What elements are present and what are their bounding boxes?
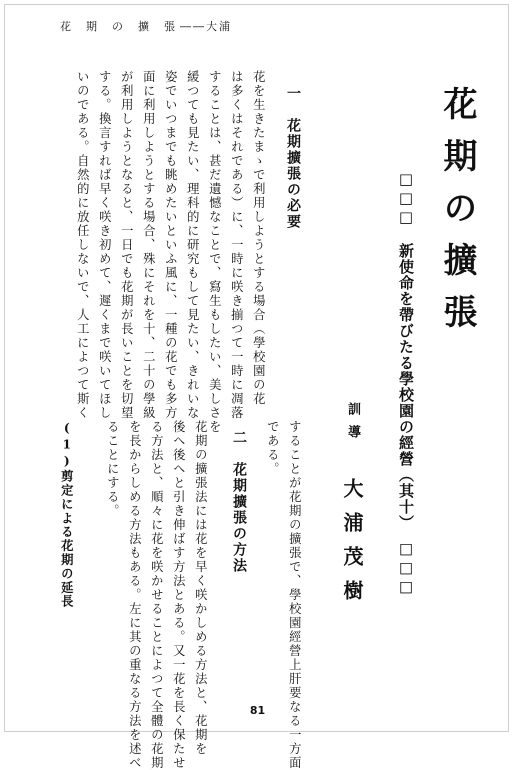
paragraph-column: いのである。自然的に放任しないで、人工によつて斯く xyxy=(75,70,90,420)
running-header-title: 花 期 の 擴 張 xyxy=(60,20,177,33)
paragraph-column: 緩つても見たい、理科的に研究もして見たい、きれいな xyxy=(185,70,200,420)
paragraph-column: 面に利用しようとする場合、殊にそれを十、二十の學級 xyxy=(141,70,156,420)
article-subtitle: □□□ 新使命を帶びたる學校園の經營（其十） □□□ xyxy=(397,170,415,597)
paragraph-column: である。 xyxy=(265,420,280,476)
author-name: 大浦茂樹 xyxy=(340,478,364,614)
paragraph-column: 花を生きたまゝで利用しようとする場合（學校園の花 xyxy=(251,70,266,406)
paragraph-column: することが花期の擴張で、學校園經營上肝要なる一方面 xyxy=(287,420,302,770)
author-role: 訓導 xyxy=(345,402,360,448)
section-heading-methods: 二 花期擴張の方法 xyxy=(231,430,247,574)
running-header xyxy=(0,18,515,38)
subsection-heading-pruning: (1)剪定による花期の延長 xyxy=(59,420,75,609)
article-title: 花期の擴張 xyxy=(437,86,477,346)
paragraph-column: ることにする。 xyxy=(105,420,120,518)
paragraph-column: る方法と、順々に花を咲かせることによつて全體の花期 xyxy=(149,420,164,770)
paragraph-column: 姿でいつまでも眺めたいといふ風に、一種の花でも多方 xyxy=(163,70,178,420)
page-number: 81 xyxy=(249,704,266,717)
section-heading-necessity: 一 花期擴張の必要 xyxy=(285,86,301,230)
paragraph-column: は多くはそれである）に、一時に咲き揃つて一時に凋落 xyxy=(229,70,244,420)
paragraph-column: を長からしめる方法もある。左に其の重なる方法を述べ xyxy=(127,420,142,770)
running-header-author: ――大浦 xyxy=(180,20,232,33)
paragraph-column: 後へ後へと引き伸ばす方法とある。又一花を長く保たせ xyxy=(171,420,186,770)
paragraph-column: が利用しようとなると、一日でも花期が長いことを切望 xyxy=(119,70,134,420)
paragraph-column: することは、甚だ遺憾なことで、寫生もしたい、美しさを xyxy=(207,70,222,434)
paragraph-column: する。換言すれば早く咲き初めて、遲くまで咲いてほし xyxy=(97,70,112,420)
paragraph-column: 花期の擴張法には花を早く咲かしめる方法と、花期を xyxy=(193,420,208,756)
